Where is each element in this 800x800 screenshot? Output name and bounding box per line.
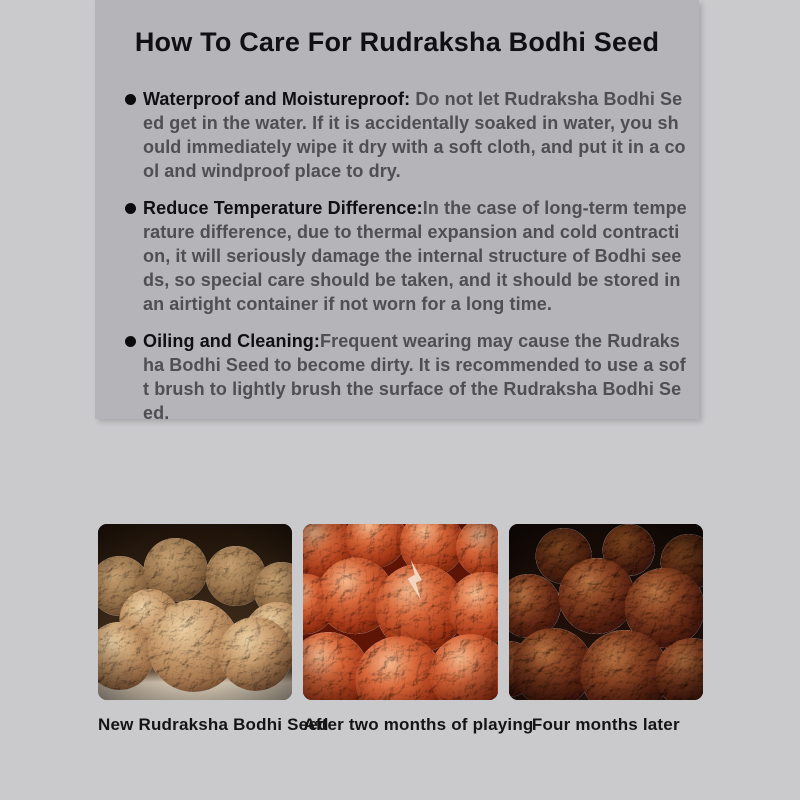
bullet-dot-icon bbox=[125, 203, 136, 214]
new-rudraksha-seeds-photo bbox=[98, 524, 292, 700]
gallery-item-two-months bbox=[303, 524, 534, 735]
care-item-waterproof bbox=[125, 87, 689, 183]
care-heading-temperature: Reduce Temperature Difference: bbox=[143, 198, 423, 218]
two-months-seeds-photo bbox=[303, 524, 497, 700]
care-heading-oiling: Oiling and Cleaning: bbox=[143, 331, 320, 351]
care-heading-waterproof: Waterproof and Moistureproof: bbox=[143, 89, 416, 109]
care-item-temperature bbox=[125, 196, 689, 316]
care-text-waterproof bbox=[143, 87, 689, 183]
care-text-temperature bbox=[143, 196, 689, 316]
gallery-item-new bbox=[98, 524, 329, 735]
care-list bbox=[95, 58, 699, 425]
photo-caption-four-months: Four months later bbox=[531, 715, 680, 734]
care-text-oiling bbox=[143, 329, 689, 425]
care-body-oiling: Frequent wearing may cause the Rudraksha Bodhi Seed to become dirty. It is recommended to use a soft brush to lightly brush the surface of the Rudraksha Bodhi Seed. bbox=[143, 331, 686, 423]
gallery-item-four-months bbox=[509, 524, 703, 735]
photo-caption-new: New Rudraksha Bodhi Seed bbox=[98, 715, 329, 734]
photo-caption-two-months: After two months of playing bbox=[303, 715, 534, 734]
seed-aging-gallery bbox=[98, 524, 703, 735]
bullet-dot-icon bbox=[125, 336, 136, 347]
page-title: How To Care For Rudraksha Bodhi Seed bbox=[134, 27, 660, 57]
care-item-oiling bbox=[125, 329, 689, 425]
bullet-dot-icon bbox=[125, 94, 136, 105]
care-body-temperature: In the case of long-term temperature difference, due to thermal expansion and cold contraction, it will seriously damage the internal structure of Bodhi seeds, so special care should be taken, and it should be stored in an airtight container if not worn for a long time. bbox=[143, 198, 687, 314]
care-body-waterproof: Do not let Rudraksha Bodhi Seed get in the water. If it is accidentally soaked in water, you should immediately wipe it dry with a soft cloth, and put it in a cool and windproof place to dry. bbox=[143, 89, 686, 181]
four-months-seeds-photo bbox=[509, 524, 703, 700]
care-card bbox=[95, 0, 699, 423]
